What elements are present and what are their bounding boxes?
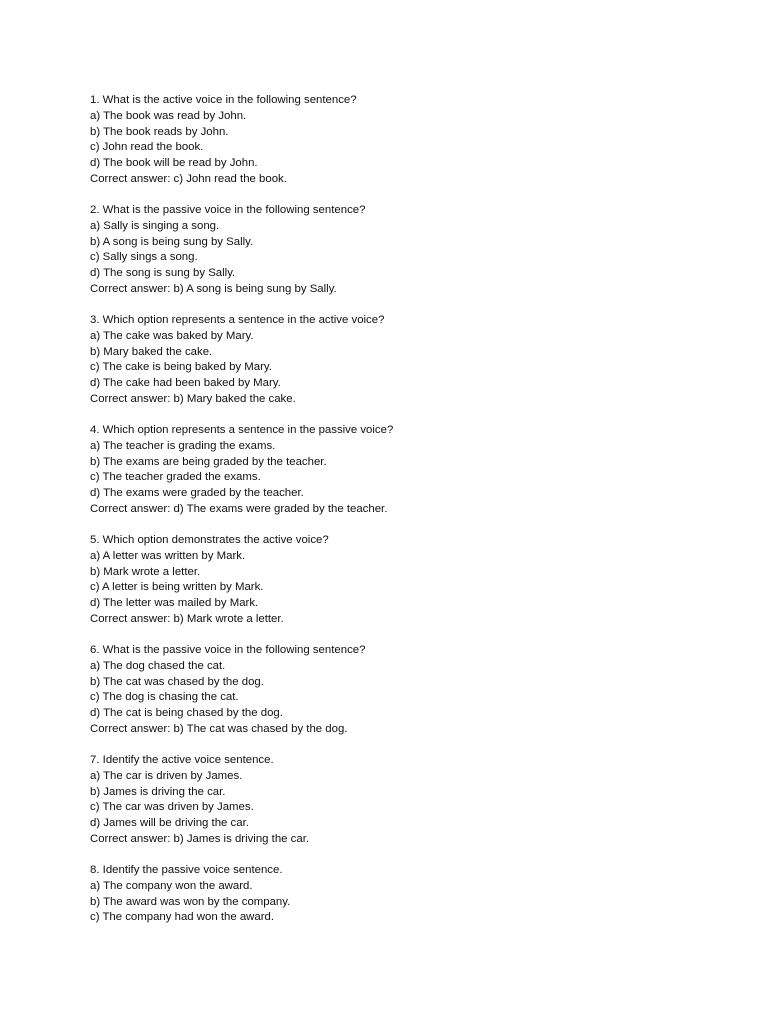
question-prompt: 5. Which option demonstrates the active voice? <box>90 534 329 546</box>
answer-option: a) The teacher is grading the exams. <box>90 439 276 452</box>
question-prompt: 7. Identify the active voice sentence. <box>90 754 274 766</box>
question-prompt: 1. What is the active voice in the following sentence? <box>90 94 357 106</box>
answer-option: b) The book reads by John. <box>90 125 229 138</box>
answer-option: d) The letter was mailed by Mark. <box>90 597 259 609</box>
question-block-7 <box>90 753 730 848</box>
answer-option: b) A song is being sung by Sally. <box>90 235 254 248</box>
answer-option: c) The company had won the award. <box>90 911 275 924</box>
answer-option: a) The company won the award. <box>90 879 253 892</box>
answer-option: c) The car was driven by James. <box>90 801 254 814</box>
answer-option: d) The song is sung by Sally. <box>90 267 236 279</box>
answer-option: b) The award was won by the company. <box>90 895 291 908</box>
answer-option: a) The cake was baked by Mary. <box>90 329 254 342</box>
answer-option: b) James is driving the car. <box>90 785 226 798</box>
answer-option: b) The cat was chased by the dog. <box>90 675 264 688</box>
answer-option: b) Mark wrote a letter. <box>90 565 201 578</box>
answer-option: c) A letter is being written by Mark. <box>90 581 264 594</box>
correct-answer: Correct answer: b) A song is being sung by Sally. <box>90 282 337 295</box>
question-prompt: 4. Which option represents a sentence in the passive voice? <box>90 424 394 436</box>
answer-option: c) The teacher graded the exams. <box>90 471 261 484</box>
answer-option: a) The car is driven by James. <box>90 769 243 782</box>
answer-option: c) John read the book. <box>90 141 204 154</box>
answer-option: d) The cat is being chased by the dog. <box>90 707 283 719</box>
answer-option: a) Sally is singing a song. <box>90 219 220 232</box>
quiz-document <box>90 93 730 942</box>
answer-option: a) A letter was written by Mark. <box>90 549 246 562</box>
question-block-6 <box>90 643 730 738</box>
answer-option: d) James will be driving the car. <box>90 817 249 829</box>
question-block-3 <box>90 313 730 408</box>
question-block-2 <box>90 203 730 298</box>
correct-answer: Correct answer: b) James is driving the car. <box>90 832 310 845</box>
question-prompt: 6. What is the passive voice in the following sentence? <box>90 644 366 656</box>
question-block-4 <box>90 423 730 518</box>
correct-answer: Correct answer: d) The exams were graded by the teacher. <box>90 502 388 515</box>
answer-option: d) The cake had been baked by Mary. <box>90 377 281 389</box>
question-prompt: 8. Identify the passive voice sentence. <box>90 864 283 876</box>
answer-option: b) Mary baked the cake. <box>90 345 213 358</box>
question-block-5 <box>90 533 730 628</box>
correct-answer: Correct answer: b) Mary baked the cake. <box>90 392 296 405</box>
answer-option: d) The book will be read by John. <box>90 157 258 169</box>
correct-answer: Correct answer: c) John read the book. <box>90 172 287 185</box>
answer-option: d) The exams were graded by the teacher. <box>90 487 304 499</box>
question-block-8 <box>90 863 730 926</box>
answer-option: c) The cake is being baked by Mary. <box>90 361 272 374</box>
question-block-1 <box>90 93 730 188</box>
answer-option: b) The exams are being graded by the teacher. <box>90 455 327 468</box>
answer-option: a) The book was read by John. <box>90 109 247 122</box>
question-prompt: 3. Which option represents a sentence in the active voice? <box>90 314 385 326</box>
answer-option: c) Sally sings a song. <box>90 251 198 264</box>
answer-option: c) The dog is chasing the cat. <box>90 691 239 704</box>
correct-answer: Correct answer: b) Mark wrote a letter. <box>90 612 284 625</box>
correct-answer: Correct answer: b) The cat was chased by the dog. <box>90 722 348 735</box>
answer-option: a) The dog chased the cat. <box>90 659 226 672</box>
question-prompt: 2. What is the passive voice in the following sentence? <box>90 204 366 216</box>
